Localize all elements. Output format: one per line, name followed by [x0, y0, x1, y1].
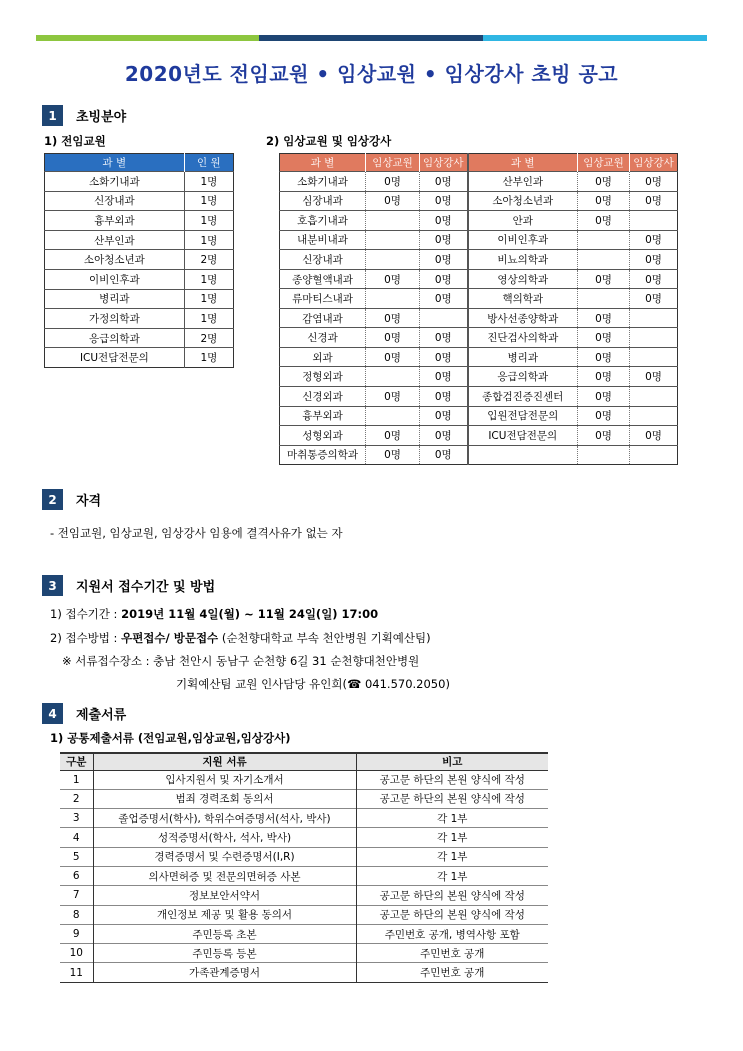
table-cell: 주민등록 등본 — [93, 944, 356, 963]
table-row — [45, 211, 234, 231]
documents-label: 1) 공통제출서류 (전임교원,임상교원,임상강사) — [50, 731, 291, 745]
documents-table — [60, 752, 548, 983]
table-cell: 정보보안서약서 — [93, 886, 356, 905]
table-cell: 입원전담전문의 — [468, 406, 578, 426]
table-cell: 0명 — [578, 426, 630, 446]
table-cell: 1명 — [184, 191, 233, 211]
table-row — [60, 963, 548, 982]
table-row — [280, 426, 678, 446]
table-cell: 주민등록 초본 — [93, 924, 356, 943]
table-cell: 산부인과 — [468, 172, 578, 192]
table-cell — [420, 308, 468, 328]
table-cell: 0명 — [420, 289, 468, 309]
table-cell: 5 — [60, 847, 93, 866]
table-cell: 흉부외과 — [45, 211, 185, 231]
table-cell: 11 — [60, 963, 93, 982]
table-cell: 신장내과 — [45, 191, 185, 211]
table-cell: 성형외과 — [280, 426, 366, 446]
table-cell: 신경과 — [280, 328, 366, 348]
table-cell: 7 — [60, 886, 93, 905]
table-cell: 4 — [60, 828, 93, 847]
column-header: 비고 — [356, 753, 548, 770]
method-label: 2) 접수방법 : — [50, 631, 118, 645]
phone-icon: ☎ — [346, 677, 362, 691]
table-row — [280, 230, 678, 250]
table-cell — [630, 406, 678, 426]
table-cell: 1명 — [184, 211, 233, 231]
table-cell — [366, 406, 420, 426]
table-cell: 핵의학과 — [468, 289, 578, 309]
period-line — [50, 606, 378, 622]
table-cell: 0명 — [420, 445, 468, 465]
table-cell: 0명 — [420, 172, 468, 192]
clinical-label: 2) 임상교원 및 임상강사 — [266, 134, 392, 148]
column-header: 과 별 — [280, 154, 366, 172]
table-cell: 방사선종양학과 — [468, 308, 578, 328]
table-cell: 0명 — [630, 289, 678, 309]
table-cell: 마취통증의학과 — [280, 445, 366, 465]
table-cell: 정형외과 — [280, 367, 366, 387]
table-cell: 응급의학과 — [45, 328, 185, 348]
table-cell: 각 1부 — [356, 828, 548, 847]
table-cell: 소화기내과 — [280, 172, 366, 192]
table-cell: 0명 — [578, 406, 630, 426]
table-row — [280, 328, 678, 348]
table-cell: 응급의학과 — [468, 367, 578, 387]
section-number: 1 — [42, 105, 63, 126]
bar-segment-cyan — [483, 35, 707, 41]
section-title: 지원서 접수기간 및 방법 — [76, 580, 216, 595]
table-cell: 0명 — [366, 387, 420, 407]
table-row — [280, 172, 678, 192]
table-cell: 8 — [60, 905, 93, 924]
table-cell: 0명 — [630, 250, 678, 270]
table-row — [280, 269, 678, 289]
table-cell: 공고문 하단의 본원 양식에 작성 — [356, 789, 548, 808]
table-cell: 0명 — [420, 250, 468, 270]
column-header: 과 별 — [468, 154, 578, 172]
section-number: 4 — [42, 703, 63, 724]
table-cell — [366, 211, 420, 231]
top-color-bar — [36, 35, 707, 41]
table-cell: 10 — [60, 944, 93, 963]
table-cell: 진단검사의학과 — [468, 328, 578, 348]
column-header: 임상강사 — [630, 154, 678, 172]
table-cell — [630, 347, 678, 367]
table-cell: 소아청소년과 — [468, 191, 578, 211]
table-row — [60, 828, 548, 847]
table-cell: 2 — [60, 789, 93, 808]
table-cell: 가정의학과 — [45, 309, 185, 329]
table-cell: 병리과 — [468, 347, 578, 367]
full-time-table — [44, 153, 234, 368]
table-cell: 흉부외과 — [280, 406, 366, 426]
method-value: 우편접수/ 방문접수 — [121, 631, 219, 645]
table-row — [45, 309, 234, 329]
table-cell: ICU전담전문의 — [45, 348, 185, 368]
table-cell: 0명 — [366, 426, 420, 446]
table-cell: 0명 — [366, 347, 420, 367]
table-cell: 소아청소년과 — [45, 250, 185, 270]
clinical-table — [279, 153, 678, 465]
table-row — [280, 367, 678, 387]
table-cell: 영상의학과 — [468, 269, 578, 289]
table-cell: 소화기내과 — [45, 172, 185, 192]
table-cell: 종양혈액내과 — [280, 269, 366, 289]
table-cell: 범죄 경력조회 동의서 — [93, 789, 356, 808]
table-row — [60, 789, 548, 808]
table-row — [60, 770, 548, 789]
table-row — [45, 250, 234, 270]
table-cell: 2명 — [184, 250, 233, 270]
table-cell: 이비인후과 — [468, 230, 578, 250]
table-cell: 각 1부 — [356, 809, 548, 828]
table-cell: 0명 — [578, 328, 630, 348]
table-row — [280, 347, 678, 367]
table-cell: 6 — [60, 866, 93, 885]
table-cell: 감염내과 — [280, 308, 366, 328]
table-cell — [578, 230, 630, 250]
table-cell: 0명 — [366, 191, 420, 211]
table-cell: 이비인후과 — [45, 269, 185, 289]
table-cell: 2명 — [184, 328, 233, 348]
table-cell — [366, 250, 420, 270]
table-row — [45, 328, 234, 348]
phone-number: 041.570.2050) — [361, 677, 450, 691]
table-cell: 0명 — [630, 269, 678, 289]
column-header: 지원 서류 — [93, 753, 356, 770]
table-cell: 0명 — [578, 308, 630, 328]
table-row — [60, 866, 548, 885]
section-title: 자격 — [76, 494, 102, 509]
table-cell: 0명 — [366, 328, 420, 348]
page-title: 2020년도 전임교원 • 임상교원 • 임상강사 초빙 공고 — [124, 62, 619, 86]
table-cell: 의사면허증 및 전문의면허증 사본 — [93, 866, 356, 885]
section-3-header — [42, 575, 215, 596]
table-row — [45, 230, 234, 250]
table-cell: 0명 — [578, 387, 630, 407]
table-row — [60, 924, 548, 943]
table-cell: 1명 — [184, 172, 233, 192]
table-cell: 각 1부 — [356, 847, 548, 866]
table-cell — [366, 230, 420, 250]
table-cell — [630, 445, 678, 465]
table-cell: 0명 — [630, 426, 678, 446]
table-cell: 주민번호 공개 — [356, 944, 548, 963]
table-cell — [578, 289, 630, 309]
table-cell: 경력증명서 및 수련증명서(I,R) — [93, 847, 356, 866]
table-cell: 0명 — [366, 445, 420, 465]
table-cell: 0명 — [420, 328, 468, 348]
full-time-label: 1) 전임교원 — [44, 134, 106, 148]
table-row — [280, 289, 678, 309]
table-cell: 신장내과 — [280, 250, 366, 270]
table-row — [280, 406, 678, 426]
table-cell: 심장내과 — [280, 191, 366, 211]
table-cell: 0명 — [630, 367, 678, 387]
section-number: 3 — [42, 575, 63, 596]
table-cell: 주민번호 공개, 병역사항 포함 — [356, 924, 548, 943]
table-row — [45, 348, 234, 368]
column-header: 인 원 — [184, 154, 233, 172]
table-cell: 0명 — [366, 269, 420, 289]
table-cell: 산부인과 — [45, 230, 185, 250]
section-title: 초빙분야 — [76, 110, 127, 125]
table-cell: 입사지원서 및 자기소개서 — [93, 770, 356, 789]
table-cell: 0명 — [420, 230, 468, 250]
table-cell: 0명 — [366, 172, 420, 192]
method-line — [50, 630, 431, 646]
table-cell: 주민번호 공개 — [356, 963, 548, 982]
place-line-2 — [176, 676, 450, 692]
table-cell: 9 — [60, 924, 93, 943]
column-header: 임상강사 — [420, 154, 468, 172]
place-line-1: ※ 서류접수장소 : 충남 천안시 동남구 순천향 6길 31 순천향대천안병원 — [62, 654, 420, 668]
table-row — [45, 269, 234, 289]
period-value: 2019년 11월 4일(월) ~ 11월 24일(일) 17:00 — [121, 607, 379, 621]
table-cell: 0명 — [578, 367, 630, 387]
table-cell: 0명 — [420, 406, 468, 426]
table-row — [280, 387, 678, 407]
section-title: 제출서류 — [76, 708, 127, 723]
table-cell — [366, 289, 420, 309]
table-cell: 1명 — [184, 289, 233, 309]
table-row — [60, 847, 548, 866]
table-row — [60, 886, 548, 905]
table-cell: 0명 — [420, 191, 468, 211]
qualification-text: - 전임교원, 임상교원, 임상강사 임용에 결격사유가 없는 자 — [50, 526, 343, 540]
table-cell: 0명 — [420, 426, 468, 446]
period-label: 1) 접수기간 : — [50, 607, 118, 621]
section-2-header — [42, 489, 101, 510]
table-cell — [578, 250, 630, 270]
table-cell: 0명 — [630, 172, 678, 192]
table-cell — [630, 211, 678, 231]
table-row — [60, 944, 548, 963]
table-cell: 0명 — [578, 172, 630, 192]
table-cell: 공고문 하단의 본원 양식에 작성 — [356, 886, 548, 905]
table-row — [60, 905, 548, 924]
table-cell: 졸업증명서(학사), 학위수여증명서(석사, 박사) — [93, 809, 356, 828]
table-cell: 3 — [60, 809, 93, 828]
table-cell: 공고문 하단의 본원 양식에 작성 — [356, 770, 548, 789]
table-cell: 0명 — [578, 191, 630, 211]
table-cell: 0명 — [420, 211, 468, 231]
table-cell: 종합검진증진센터 — [468, 387, 578, 407]
column-header: 임상교원 — [366, 154, 420, 172]
table-cell: 류마티스내과 — [280, 289, 366, 309]
table-row — [280, 308, 678, 328]
table-cell — [578, 445, 630, 465]
table-cell: 가족관계증명서 — [93, 963, 356, 982]
table-cell: 0명 — [420, 269, 468, 289]
table-cell: 1명 — [184, 230, 233, 250]
table-row — [45, 172, 234, 192]
table-cell: 공고문 하단의 본원 양식에 작성 — [356, 905, 548, 924]
table-cell — [630, 387, 678, 407]
column-header: 임상교원 — [578, 154, 630, 172]
table-cell — [468, 445, 578, 465]
table-cell: 1명 — [184, 269, 233, 289]
table-cell: 개인정보 제공 및 활용 동의서 — [93, 905, 356, 924]
table-cell: ICU전담전문의 — [468, 426, 578, 446]
contact-text: 기획예산팀 교원 인사담당 유인희( — [176, 677, 347, 691]
column-header: 과 별 — [45, 154, 185, 172]
bar-segment-green — [36, 35, 259, 41]
method-note: (순천향대학교 부속 천안병원 기획예산팀) — [221, 631, 431, 645]
table-cell: 1 — [60, 770, 93, 789]
table-cell: 0명 — [420, 367, 468, 387]
table-row — [280, 250, 678, 270]
table-cell: 호흡기내과 — [280, 211, 366, 231]
section-1-header — [42, 105, 126, 126]
table-cell: 1명 — [184, 348, 233, 368]
table-cell: 0명 — [578, 269, 630, 289]
table-cell — [630, 328, 678, 348]
table-cell: 1명 — [184, 309, 233, 329]
table-cell: 내분비내과 — [280, 230, 366, 250]
table-cell: 안과 — [468, 211, 578, 231]
table-cell — [630, 308, 678, 328]
table-cell: 신경외과 — [280, 387, 366, 407]
table-cell: 0명 — [366, 308, 420, 328]
table-row — [280, 191, 678, 211]
table-cell: 외과 — [280, 347, 366, 367]
table-cell: 0명 — [630, 191, 678, 211]
section-number: 2 — [42, 489, 63, 510]
table-cell: 병리과 — [45, 289, 185, 309]
table-cell: 비뇨의학과 — [468, 250, 578, 270]
section-4-header — [42, 703, 126, 724]
table-cell: 0명 — [630, 230, 678, 250]
table-cell: 0명 — [578, 347, 630, 367]
table-row — [280, 211, 678, 231]
column-header: 구분 — [60, 753, 93, 770]
table-row — [280, 445, 678, 465]
table-cell — [366, 367, 420, 387]
table-cell: 0명 — [420, 347, 468, 367]
table-row — [45, 191, 234, 211]
table-row — [60, 809, 548, 828]
table-cell: 각 1부 — [356, 866, 548, 885]
bar-segment-navy — [259, 35, 483, 41]
table-cell: 성적증명서(학사, 석사, 박사) — [93, 828, 356, 847]
table-cell: 0명 — [420, 387, 468, 407]
table-cell: 0명 — [578, 211, 630, 231]
table-row — [45, 289, 234, 309]
